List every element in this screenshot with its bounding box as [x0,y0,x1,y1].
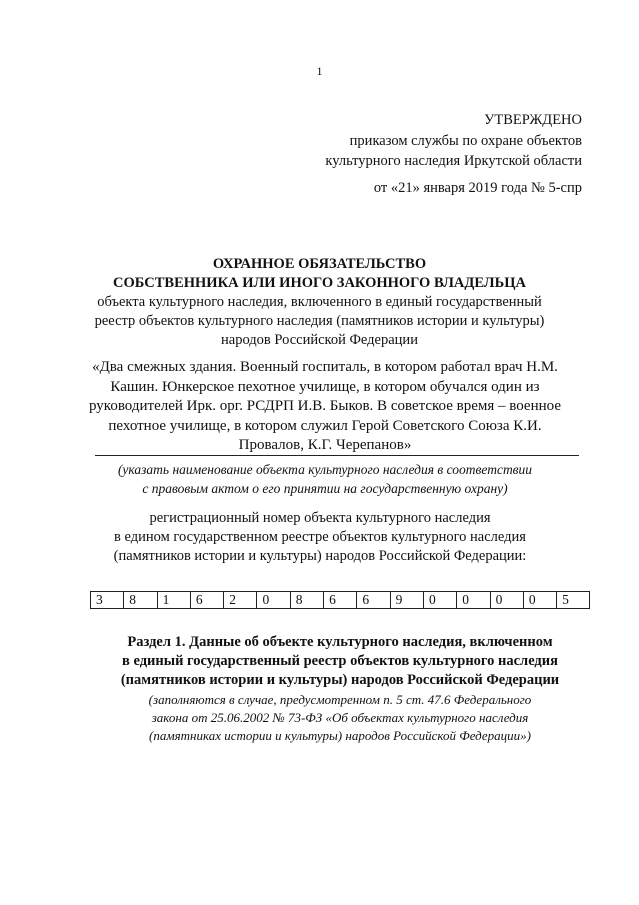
reg-digit-cell: 0 [423,592,456,609]
object-name-line-5: Провалов, К.Г. Черепанов» [238,437,412,453]
object-name-line-2: Кашин. Юнкерское пехотное училище, в котором обучался один из [110,378,540,395]
section-1-line-3: (памятников истории и культуры) народов Российской Федерации [120,672,560,688]
title-line-2: СОБСТВЕННИКА ИЛИ ИНОГО ЗАКОННОГО ВЛАДЕЛЬЦА [113,275,526,291]
section-1-note-line-1: (заполняются в случае, предусмотренном п. 5 ст. 47.6 Федерального [148,692,532,707]
registration-caption [60,509,580,566]
object-name-line-3: руководителей Ирк. орг. РСДРП И.В. Быков. В советское время – военное [88,398,561,414]
reg-digit-cell: 1 [157,592,190,609]
section-1-note-line-2: закона от 25.06.2002 № 73-ФЗ «Об объектах культурного наследия [151,710,529,725]
reg-digit-cell: 8 [290,592,323,609]
hint-line-1: (указать наименование объекта культурного наследия в соответствии [117,462,533,477]
reg-digit-cell: 0 [523,592,556,609]
section-1-note-line-3: (памятниках истории и культуры) народов Российской Федерации») [148,728,531,743]
registration-line-2: в едином государственном реестре объектов культурного наследия [114,529,526,545]
hint-line-2: с правовым актом о его принятии на государственную охрану) [142,481,508,496]
registration-number-row [91,592,590,609]
registration-number-table [90,591,590,609]
approval-line-2: культурного наследия Иркутской области [325,153,582,169]
object-name-line-1: «Два смежных здания. Военный госпиталь, в котором работал врач Н.М. [92,359,558,375]
title-line-1: ОХРАННОЕ ОБЯЗАТЕЛЬСТВО [212,256,427,272]
title-sub-1: объекта культурного наследия, включенного в единый государственный [97,294,542,310]
reg-digit-cell: 3 [91,592,124,609]
document-title [0,255,639,350]
reg-digit-cell: 0 [490,592,523,609]
reg-digit-cell: 5 [557,592,590,609]
reg-digit-cell: 0 [257,592,290,609]
reg-digit-cell: 8 [124,592,157,609]
page-number: 1 [316,64,323,78]
title-sub-3: народов Российской Федерации [221,332,418,348]
section-1-heading [110,633,570,745]
section-1-line-2: в единый государственный реестр объектов культурного наследия [122,653,558,669]
section-1-note [110,691,570,745]
section-1-line-1: Раздел 1. Данные об объекте культурного наследия, включенном [127,634,553,650]
object-name [60,358,590,456]
object-name-line-4: пехотное училище, в котором служил Герой Советского Союза К.И. [108,417,542,434]
fill-hint [60,460,590,498]
title-sub-2: реестр объектов культурного наследия (памятников истории и культуры) [94,313,545,329]
reg-digit-cell: 6 [357,592,390,609]
reg-digit-cell: 9 [390,592,423,609]
underline-rule [95,455,579,456]
registration-line-1: регистрационный номер объекта культурного наследия [149,510,491,526]
reg-digit-cell: 0 [457,592,490,609]
approval-date: от «21» января 2019 года № 5-спр [373,180,582,196]
reg-digit-cell: 6 [190,592,223,609]
reg-digit-cell: 6 [324,592,357,609]
approval-block [325,110,582,198]
reg-digit-cell: 2 [224,592,257,609]
approval-heading: УТВЕРЖДЕНО [484,112,582,128]
approval-line-1: приказом службы по охране объектов [349,133,582,149]
registration-line-3: (памятников истории и культуры) народов Российской Федерации: [113,548,527,564]
